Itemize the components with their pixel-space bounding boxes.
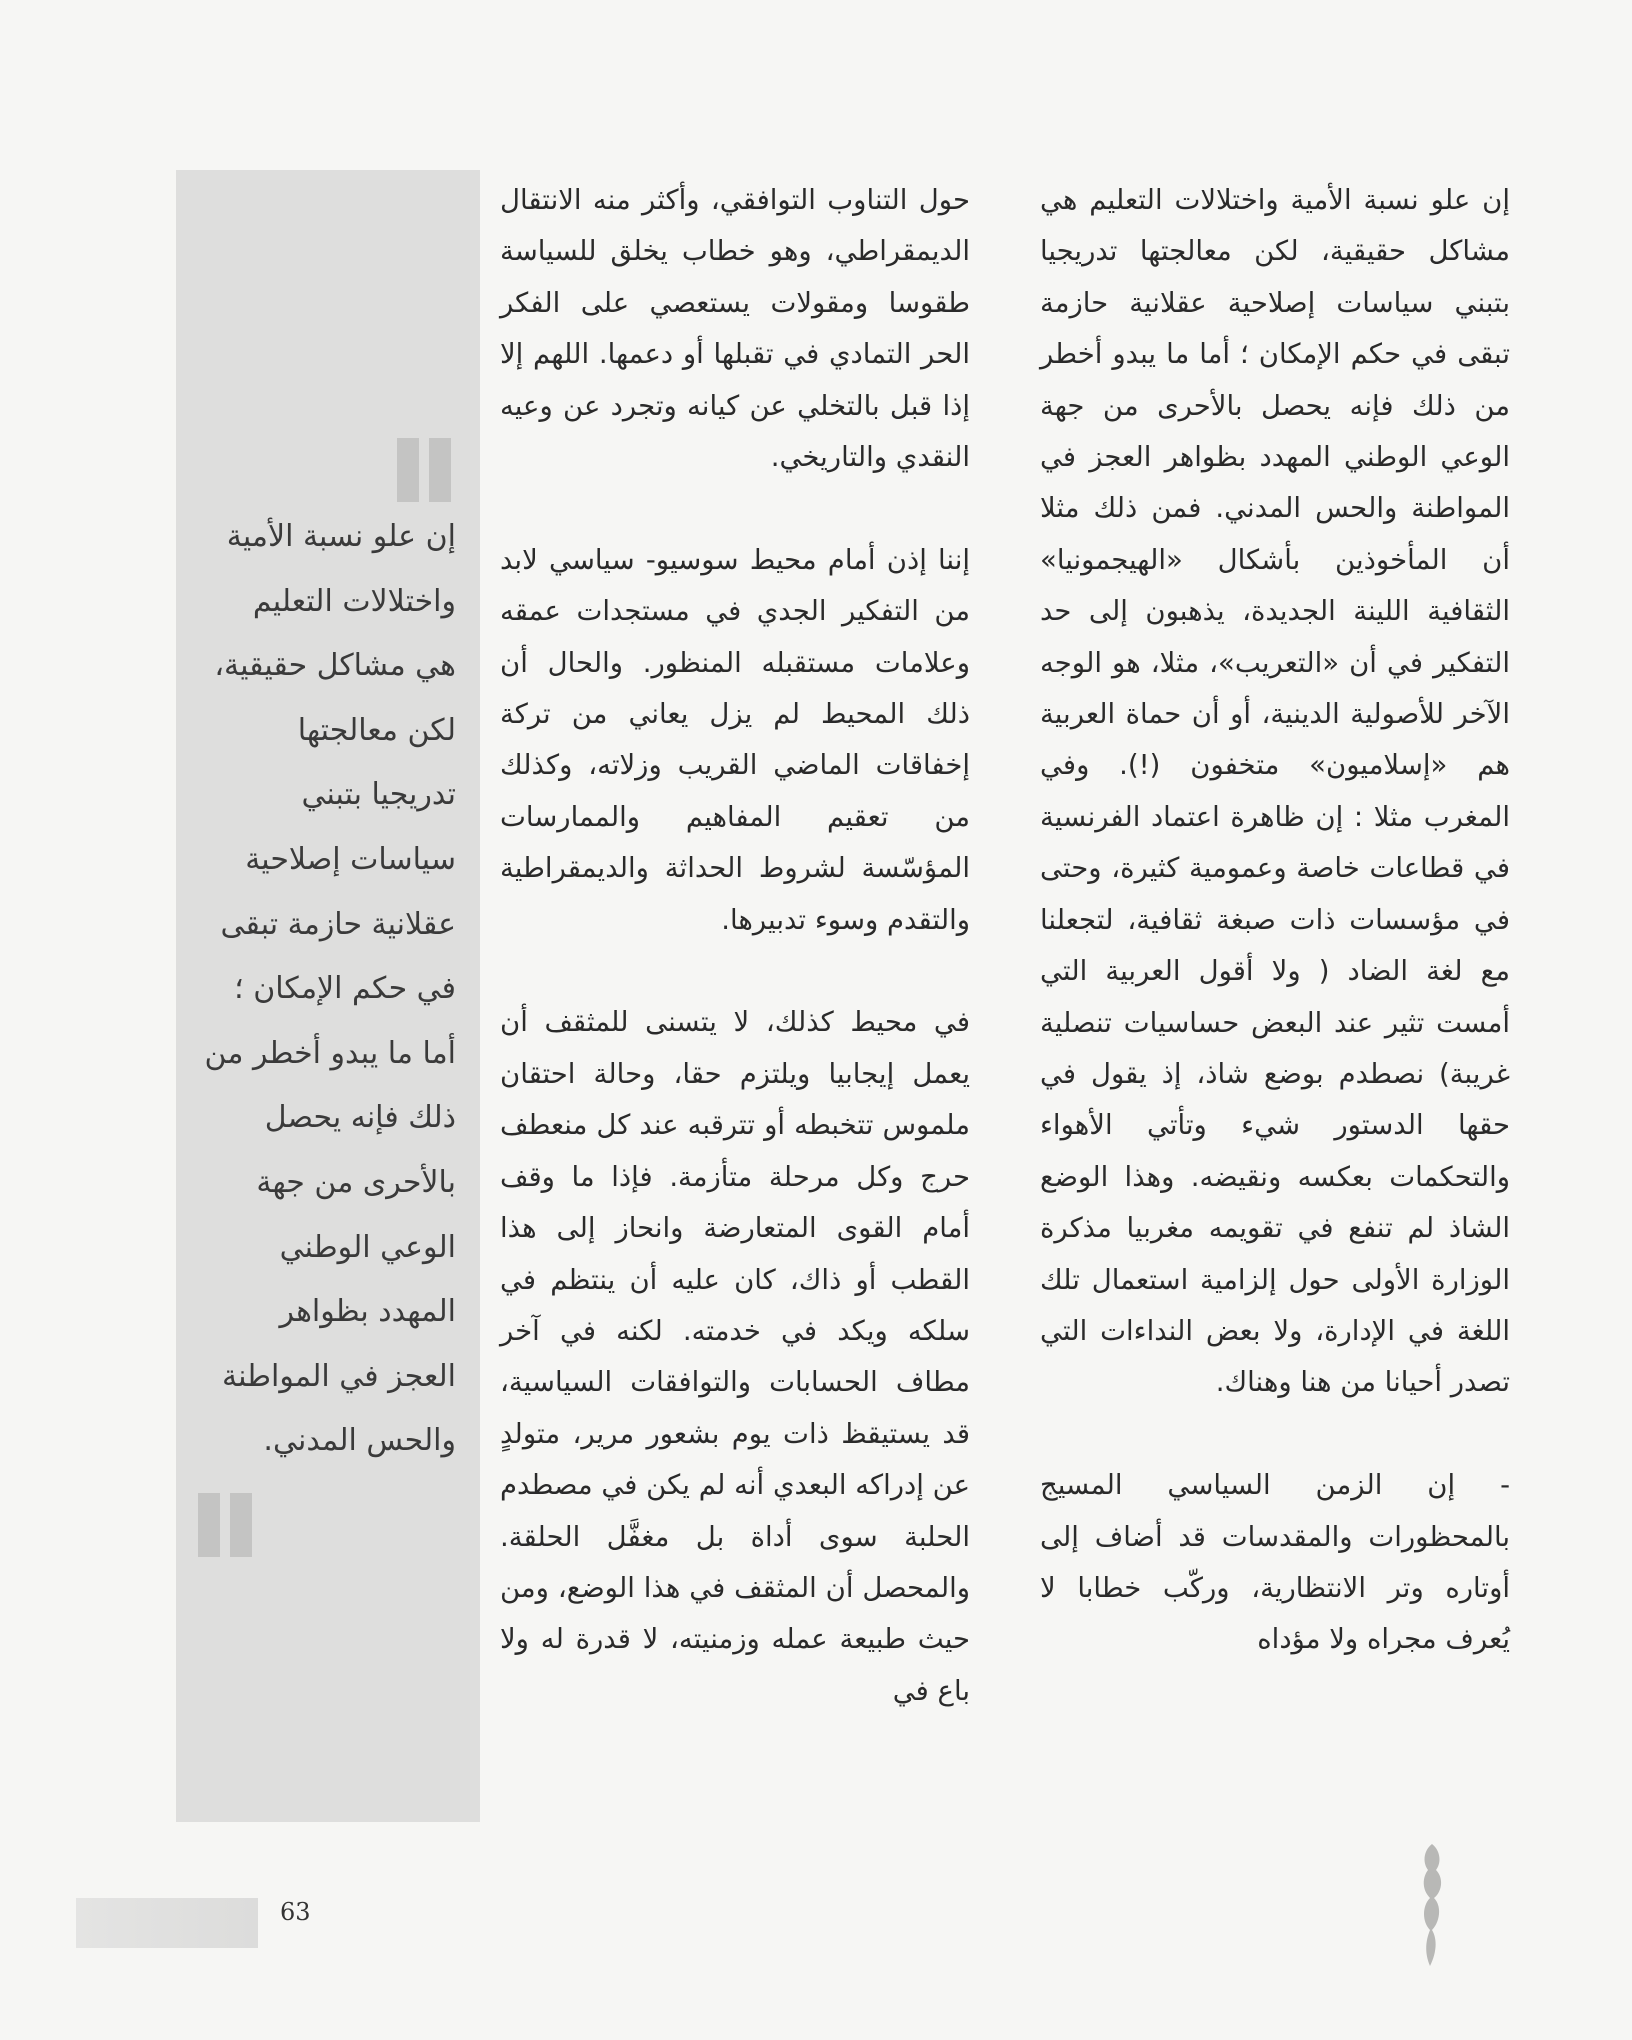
article-column-middle: [500, 175, 970, 1717]
pull-quote-text: إن علو نسبة الأمية واختلالات التعليم هي مشاكل حقيقية، لكن معالجتها تدريجيا بتبني سياسات إصلاحية عقلانية حازمة تبقى في حكم الإمكان ؛ أما ما يبدو أخطر من ذلك فإنه يحصل بالأحرى من جهة الوعي الوطني المهدد بظواهر العجز في المواطنة والحس المدني.: [204, 519, 456, 1459]
paragraph: إن علو نسبة الأمية واختلالات التعليم هي مشاكل حقيقية، لكن معالجتها تدريجيا بتبني سياسات إصلاحية عقلانية حازمة تبقى في حكم الإمكان ؛ أما ما يبدو أخطر من ذلك فإنه يحصل بالأحرى من جهة الوعي الوطني المهدد بظواهر العجز في المواطنة والحس المدني. فمن ذلك مثلا أن المأخوذين بأشكال «الهيجمونيا» الثقافية اللينة الجديدة، يذهبون إلى حد التفكير في أن «التعريب»، مثلا، هو الوجه الآخر للأصولية الدينية، أو أن حماة العربية هم «إسلاميون» متخفون (!). وفي المغرب مثلا : إن ظاهرة اعتماد الفرنسية في قطاعات خاصة وعمومية كثيرة، وحتى في مؤسسات ذات صبغة ثقافية، لتجعلنا مع لغة الضاد ( ولا أقول العربية التي أمست تثير عند البعض حساسيات تنصلية غريبة) نصطدم بوضع شاذ، إذ يقول في حقها الدستور شيء وتأتي الأهواء والتحكمات بعكسه ونقيضه. وهذا الوضع الشاذ لم تنفع في تقويمه مغربيا مذكرة الوزارة الأولى حول إلزامية استعمال تلك اللغة في الإدارة، ولا بعض النداءات التي تصدر أحيانا من هنا وهناك.: [1040, 184, 1510, 1399]
ink-ornament-icon: [1412, 1840, 1452, 1970]
paragraph: - إن الزمن السياسي المسيج بالمحظورات والمقدسات قد أضاف إلى أوتاره وتر الانتظارية، وركّب خطابا لا يُعرف مجراه ولا مؤداه: [1040, 1469, 1510, 1656]
page-number: 63: [280, 1898, 311, 1926]
double-bar-quote-icon: [397, 438, 451, 502]
paragraph: إننا إذن أمام محيط سوسيو- سياسي لابد من التفكير الجدي في مستجدات عمقه وعلامات مستقبله المنظور. والحال أن ذلك المحيط لم يزل يعاني من تركة إخفاقات الماضي القريب وزلاته، وكذلك من تعقيم المفاهيم والممارسات المؤسّسة لشروط الحداثة والديمقراطية والتقدم وسوء تدبيرها.: [500, 543, 970, 936]
article-column-right: [1040, 175, 1510, 1666]
footer-strip: [76, 1898, 258, 1948]
paragraph: حول التناوب التوافقي، وأكثر منه الانتقال الديمقراطي، وهو خطاب يخلق للسياسة طقوسا ومقولات يستعصي على الفكر الحر التمادي في تقبلها أو دعمها. اللهم إلا إذا قبل بالتخلي عن كيانه وتجرد عن وعيه النقدي والتاريخي.: [500, 184, 970, 474]
paragraph: في محيط كذلك، لا يتسنى للمثقف أن يعمل إيجابيا ويلتزم حقا، وحالة احتقان ملموس تتخبطه أو تترقبه عند كل منعطف حرج وكل مرحلة متأزمة. فإذا ما وقف أمام القوى المتعارضة وانحاز إلى هذا القطب أو ذاك، كان عليه أن ينتظم في سلكه ويكد في خدمته. لكنه في آخر مطاف الحسابات والتوافقات السياسية، قد يستيقظ ذات يوم بشعور مرير، متولدٍ عن إدراكه البعدي أنه لم يكن في مصطدم الحلبة سوى أداة بل مغفَّل الحلقة. والمحصل أن المثقف في هذا الوضع، ومن حيث طبيعة عمله وزمنيته، لا قدرة له ولا باع في: [500, 1006, 970, 1707]
double-bar-quote-icon: [198, 1493, 252, 1557]
